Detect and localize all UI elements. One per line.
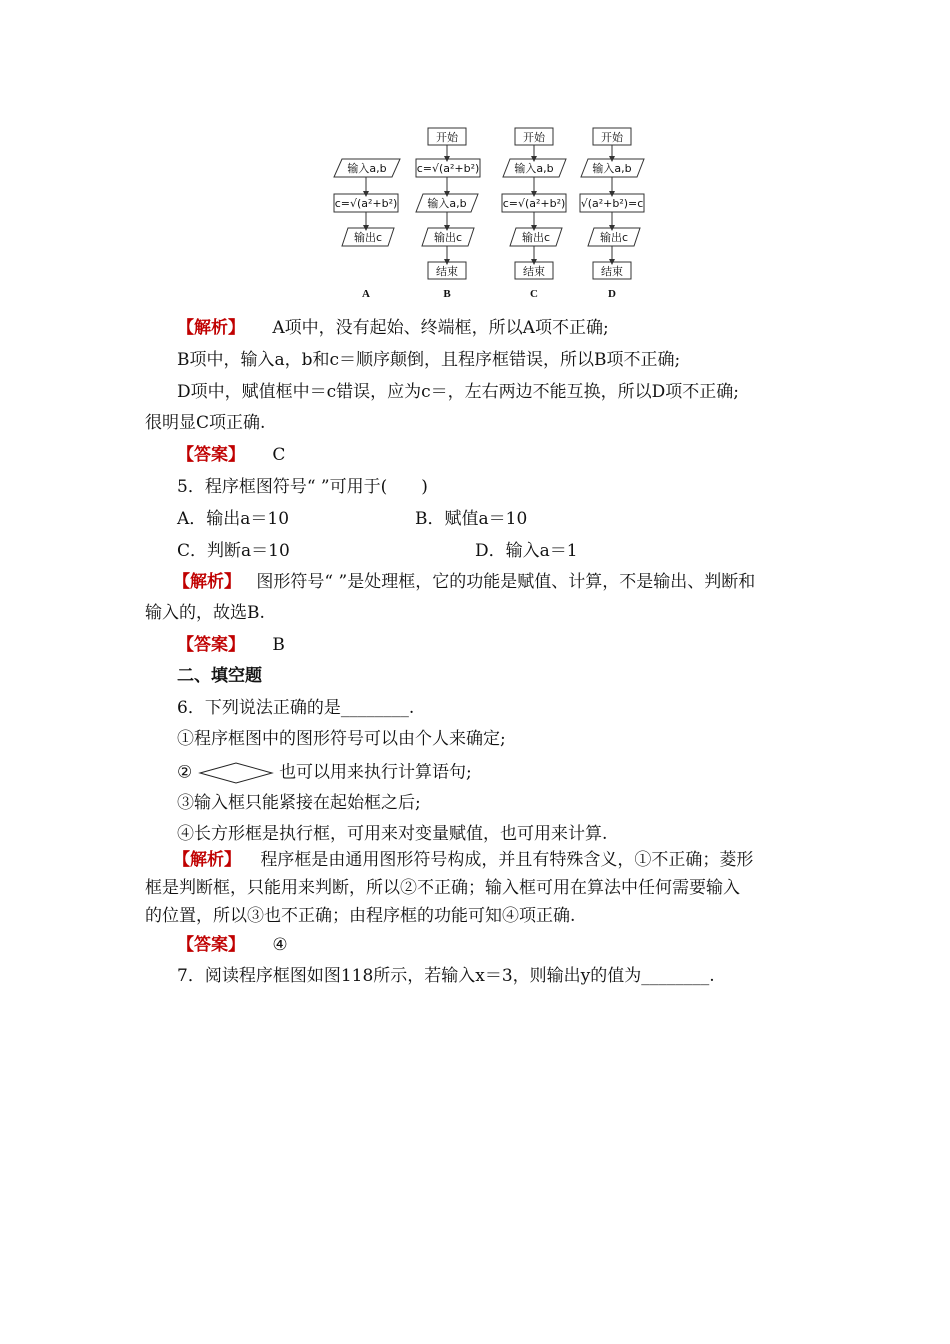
q5-analysis-line-1 xyxy=(145,572,853,592)
q6-analysis-text-1: 程序框是由通用图形符号构成，并且有特殊含义，①不正确；菱形 xyxy=(260,850,754,870)
fig-c-assign: c=√(a²+b²) xyxy=(502,197,566,210)
fig-a-output: 输出c xyxy=(353,231,383,244)
fig-d-assign: √(a²+b²)=c xyxy=(580,197,644,210)
fig-a-assign: c=√(a²+b²) xyxy=(334,197,398,210)
q4-analysis-line-3: D项中，赋值框中＝c错误，应为c＝，左右两边不能互换，所以D项不正确; xyxy=(177,382,740,402)
q4-analysis-line-1 xyxy=(145,318,857,338)
q4-answer-line xyxy=(145,445,857,465)
q5-option-c: C．判断a＝10 xyxy=(177,541,290,561)
fig-d-end: 结束 xyxy=(601,265,623,278)
q5-analysis-line-2: 输入的，故选B. xyxy=(145,603,265,623)
fig-b-input: 输入a,b xyxy=(427,197,467,210)
section-heading: 二、填空题 xyxy=(177,666,262,686)
q5-analysis-text-1: 图形符号“ ”是处理框，它的功能是赋值、计算，不是输出、判断和 xyxy=(256,572,756,592)
q5-option-a: A．输出a＝10 xyxy=(177,509,290,529)
q5-option-b: B．赋值a＝10 xyxy=(415,509,528,529)
fig-label-d: D xyxy=(608,288,616,300)
fig-d-output: 输出c xyxy=(599,231,629,244)
q5-options-row-1 xyxy=(145,509,857,529)
q4-answer-tag: 【答案】 xyxy=(177,445,245,465)
q6-statement-4: ④长方形框是执行框，可用来对变量赋值，也可用来计算. xyxy=(177,824,608,844)
q7-stem: 7．阅读程序框图如图118所示，若输入x＝3，则输出y的值为________. xyxy=(177,966,715,986)
fig-a-input: 输入a,b xyxy=(347,162,387,175)
q5-answer-line xyxy=(145,635,857,655)
fig-b-end: 结束 xyxy=(436,265,458,278)
q5-options-row-2 xyxy=(145,541,857,561)
diamond-symbol-icon xyxy=(198,762,274,784)
fig-label-b: B xyxy=(443,288,451,300)
q6-stem: 6．下列说法正确的是________. xyxy=(177,698,415,718)
q5-stem: 5．程序框图符号“ ”可用于( ) xyxy=(177,477,428,497)
q6-statement-3: ③输入框只能紧接在起始框之后; xyxy=(177,793,421,813)
q6-analysis-line-1 xyxy=(145,850,853,870)
fig-d-input: 输入a,b xyxy=(592,162,632,175)
fig-b-output: 输出c xyxy=(433,231,463,244)
fig-c-input: 输入a,b xyxy=(514,162,554,175)
fig-c-end: 结束 xyxy=(523,265,545,278)
q6-analysis-line-2: 框是判断框，只能用来判断，所以②不正确；输入框可用在算法中任何需要输入 xyxy=(145,878,740,898)
q5-option-d: D．输入a＝1 xyxy=(475,541,578,561)
q6-analysis-tag: 【解析】 xyxy=(173,850,241,870)
q5-answer-tag: 【答案】 xyxy=(177,635,245,655)
q4-answer: C xyxy=(272,445,286,465)
fig-label-a: A xyxy=(362,288,370,300)
q6-answer-tag: 【答案】 xyxy=(177,935,245,955)
q4-analysis-line-4: 很明显C项正确. xyxy=(145,413,266,433)
q6-answer-line xyxy=(145,935,857,955)
q6-statement-1: ①程序框图中的图形符号可以由个人来确定; xyxy=(177,729,506,749)
q6-statement-2-prefix: ② xyxy=(177,762,193,783)
q5-answer: B xyxy=(272,635,285,655)
fig-label-c: C xyxy=(530,288,538,300)
q4-analysis-text-1: A项中，没有起始、终端框，所以A项不正确; xyxy=(272,318,609,338)
fig-c-start: 开始 xyxy=(523,131,545,144)
q6-statement-2-suffix: 也可以用来执行计算语句; xyxy=(279,762,472,783)
q6-statement-2 xyxy=(145,762,857,784)
fig-b-start: 开始 xyxy=(436,131,458,144)
q6-analysis-line-3: 的位置，所以③也不正确；由程序框的功能可知④项正确. xyxy=(145,906,576,926)
q4-analysis-line-2: B项中，输入a，b和c＝顺序颠倒，且程序框错误，所以B项不正确; xyxy=(177,350,681,370)
flowchart-figure xyxy=(330,122,650,304)
fig-d-start: 开始 xyxy=(601,131,623,144)
q4-analysis-tag: 【解析】 xyxy=(177,318,245,338)
q5-analysis-tag: 【解析】 xyxy=(173,572,241,592)
fig-b-assign: c=√(a²+b²) xyxy=(416,162,480,175)
fig-c-output: 输出c xyxy=(521,231,551,244)
q6-answer: ④ xyxy=(272,935,288,955)
